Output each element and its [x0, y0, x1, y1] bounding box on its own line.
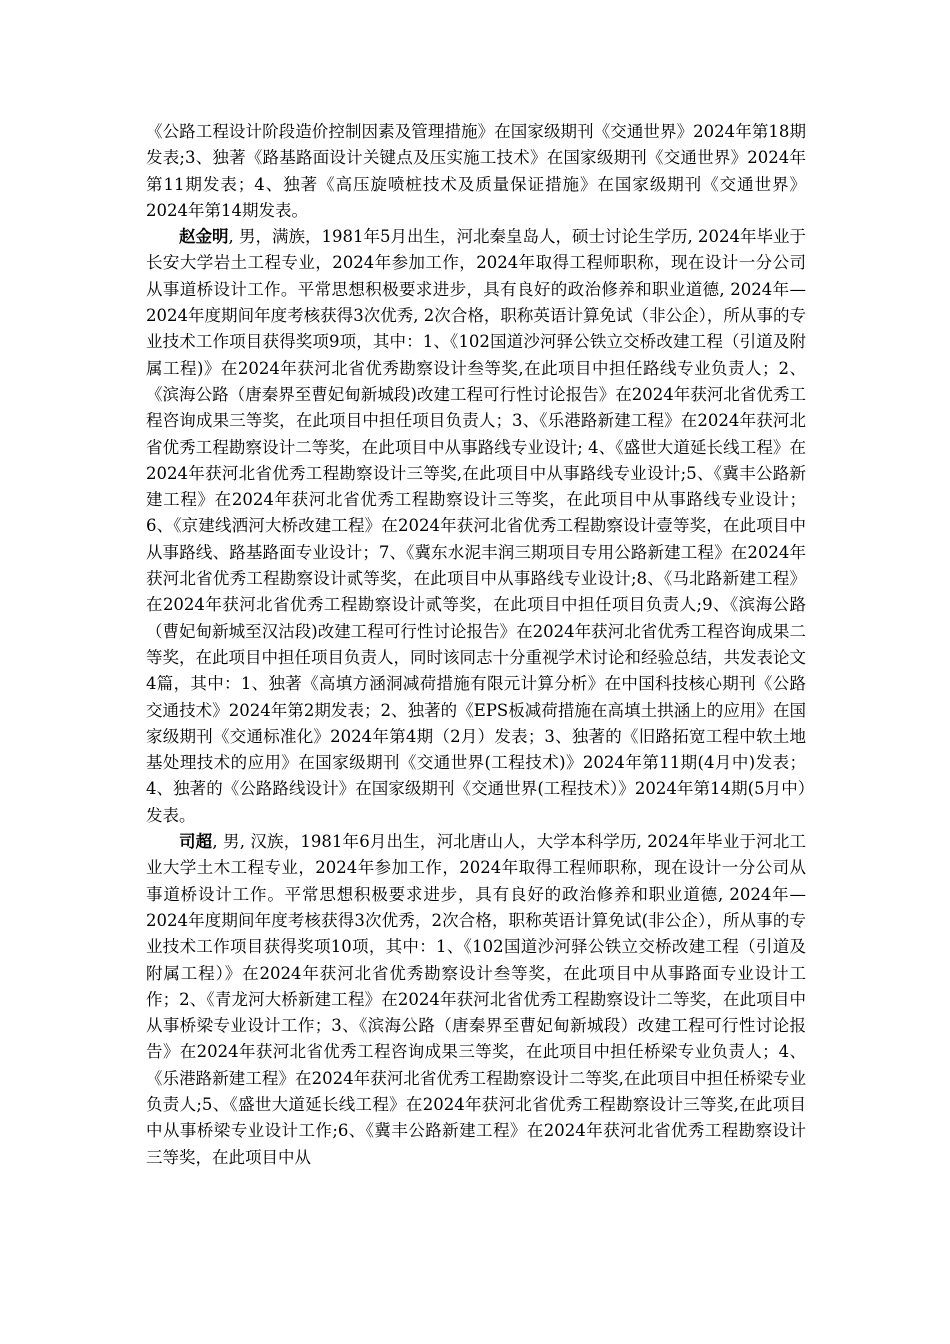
paragraph-zhao-jinming [146, 224, 806, 829]
document-page [146, 119, 806, 1171]
paragraph-text: 《公路工程设计阶段造价控制因素及管理措施》在国家级期刊《交通世界》2024年第18期发表;3、独著《路基路面设计关键点及压实施工技术》在国家级期刊《交通世界》2024年第11期发表；4、独著《高压旋喷桩技术及质量保证措施》在国家级期刊《交通世界》2024年第14期发表。 [146, 122, 806, 220]
paragraph-text: , 男, 汉族，1981年6月出生，河北唐山人，大学本科学历, 2024年毕业于河北工业大学土木工程专业，2024年参加工作，2024年取得工程师职称，现在设计一分公司从事道桥设计工作。平常思想积极要求进步，具有良好的政治修养和职业道德, 2024年—2024年度期间年度考核获得3次优秀，2次合格，职称英语计算免试(非公企），所从事的专业技术工作项目获得奖项10项，其中：1、《102国道沙河驿公铁立交桥改建工程（引道及附属工程）》在2024年获河北省优秀勘察设计叁等奖，在此项目中从事路面专业设计工作；2、《青龙河大桥新建工程》在2024年获河北省优秀工程勘察设计二等奖，在此项目中从事桥梁专业设计工作；3、《滨海公路（唐秦界至曹妃甸新城段）改建工程可行性讨论报告》在2024年获河北省优秀工程咨询成果三等奖，在此项目中担任桥梁专业负责人；4、《乐港路新建工程》在2024年获河北省优秀工程勘察设计二等奖,在此项目中担任桥梁专业负责人;5、《盛世大道延长线工程》在2024年获河北省优秀工程勘察设计三等奖,在此项目中从事桥梁专业设计工作;6、《冀丰公路新建工程》在2024年获河北省优秀工程勘察设计三等奖，在此项目中从 [146, 832, 807, 1167]
person-name: 司超 [179, 832, 213, 852]
paragraph-continuation [146, 119, 806, 224]
paragraph-text: , 男，满族，1981年5月出生，河北秦皇岛人，硕士讨论生学历, 2024年毕业于长安大学岩土工程专业，2024年参加工作，2024年取得工程师职称，现在设计一分公司从事道桥设计工作。平常思想积极要求进步，具有良好的政治修养和职业道德, 2024年—2024年度期间年度考核获得3次优秀, 2次合格，职称英语计算免试（非公企），所从事的专业技术工作项目获得奖项9项，其中：1、《102国道沙河驿公铁立交桥改建工程（引道及附属工程)》在2024年获河北省优秀勘察设计叁等奖,在此项目中担任路线专业负责人；2、《滨海公路（唐秦界至曹妃甸新城段)改建工程可行性讨论报告》在2024年获河北省优秀工程咨询成果三等奖，在此项目中担任项目负责人；3、《乐港路新建工程》在2024年获河北省优秀工程勘察设计二等奖，在此项目中从事路线专业设计; 4、《盛世大道延长线工程》在2024年获河北省优秀工程勘察设计三等奖,在此项目中从事路线专业设计;5、《冀丰公路新建工程》在2024年获河北省优秀工程勘察设计三等奖，在此项目中从事路线专业设计；6、《京建线洒河大桥改建工程》在2024年获河北省优秀工程勘察设计壹等奖，在此项目中从事路线、路基路面专业设计；7、《冀东水泥丰润三期项目专用公路新建工程》在2024年获河北省优秀工程勘察设计贰等奖，在此项目中从事路线专业设计;8、《马北路新建工程》在2024年获河北省优秀工程勘察设计贰等奖，在此项目中担任项目负责人;9、《滨海公路（曹妃甸新城至汉沽段)改建工程可行性讨论报告》在2024年获河北省优秀工程咨询成果二等奖，在此项目中担任项目负责人，同时该同志十分重视学术讨论和经验总结，共发表论文4篇，其中：1、独著《高填方涵洞减荷措施有限元计算分析》在中国科技核心期刊《公路交通技术》2024年第2期发表；2、独著的《EPS板减荷措施在高填土拱涵上的应用》在国家级期刊《交通标准化》2024年第4期（2月）发表；3、独著的《旧路拓宽工程中软土地基处理技术的应用》在国家级期刊《交通世界(工程技术)》2024年第11期(4月中)发表；4、独著的《公路路线设计》在国家级期刊《交通世界(工程技术）》2024年第14期(5月中）发表。 [146, 227, 807, 825]
person-name: 赵金明 [179, 227, 229, 247]
paragraph-si-chao [146, 829, 806, 1171]
